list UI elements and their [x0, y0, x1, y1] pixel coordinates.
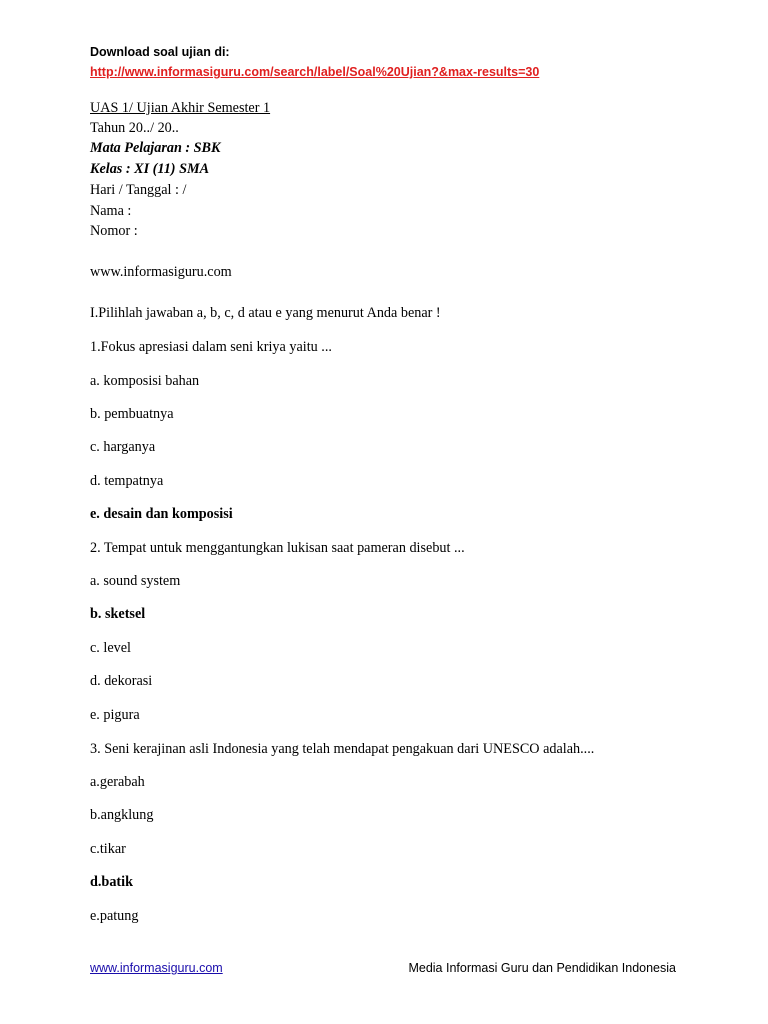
question-1: 1.Fokus apresiasi dalam seni kriya yaitu ... [90, 339, 332, 355]
exam-date: Hari / Tanggal : / [90, 182, 187, 198]
option-1a: a. komposisi bahan [90, 373, 200, 389]
option-2b-correct: b. sketsel [90, 606, 146, 622]
option-2a: a. sound system [90, 573, 181, 589]
option-3e: e.patung [90, 908, 139, 924]
exam-subject: Mata Pelajaran : SBK [90, 140, 221, 156]
exam-website: www.informasiguru.com [90, 264, 232, 280]
option-1c: c. harganya [90, 439, 156, 455]
option-3d-correct: d.batik [90, 874, 133, 890]
download-label: Download soal ujian di: [90, 45, 230, 59]
option-3a: a.gerabah [90, 774, 145, 790]
exam-number: Nomor : [90, 223, 138, 239]
option-2e: e. pigura [90, 707, 140, 723]
option-1e-correct: e. desain dan komposisi [90, 506, 233, 522]
option-3b: b.angklung [90, 807, 154, 823]
exam-name: Nama : [90, 203, 132, 219]
footer-tagline: Media Informasi Guru dan Pendidikan Indonesia [408, 961, 676, 975]
download-link[interactable]: http://www.informasiguru.com/search/label/Soal%20Ujian?&max-results=30 [90, 65, 540, 79]
option-2c: c. level [90, 640, 131, 656]
exam-class: Kelas : XI (11) SMA [90, 161, 210, 177]
option-3c: c.tikar [90, 841, 126, 857]
question-2: 2. Tempat untuk menggantungkan lukisan saat pameran disebut ... [90, 540, 465, 556]
exam-year: Tahun 20../ 20.. [90, 120, 179, 136]
footer-link[interactable]: www.informasiguru.com [90, 961, 223, 975]
question-3: 3. Seni kerajinan asli Indonesia yang telah mendapat pengakuan dari UNESCO adalah.... [90, 741, 595, 757]
option-2d: d. dekorasi [90, 673, 153, 689]
instruction: I.Pilihlah jawaban a, b, c, d atau e yang menurut Anda benar ! [90, 305, 441, 321]
option-1d: d. tempatnya [90, 473, 164, 489]
option-1b: b. pembuatnya [90, 406, 174, 422]
exam-title: UAS 1/ Ujian Akhir Semester 1 [90, 100, 271, 116]
